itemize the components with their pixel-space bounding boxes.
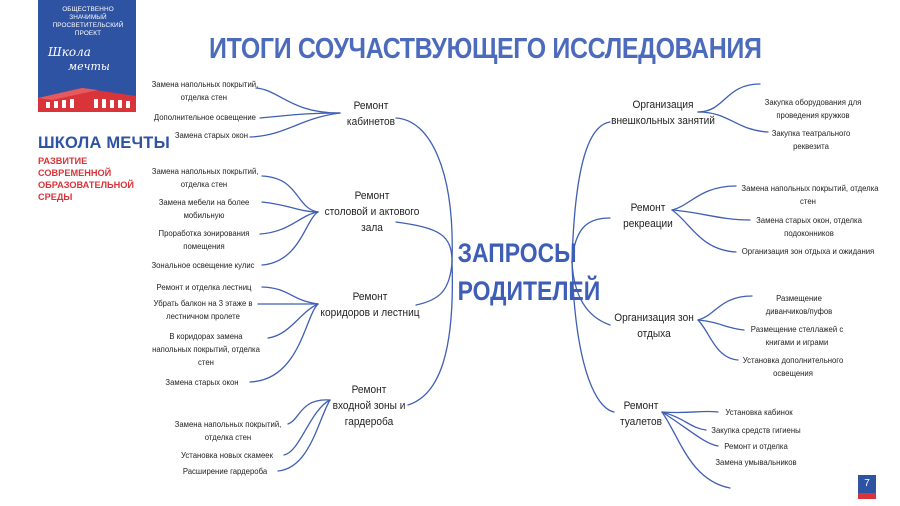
leaf-toilets-finishing — [718, 440, 794, 453]
connector-recreation-leaf-2 — [672, 210, 750, 220]
leaf-dining-floor-walls — [151, 165, 259, 191]
leaf-line: Дополнительное освещение — [153, 112, 256, 122]
branch-label-line: внешкольных занятий — [611, 115, 715, 127]
leaf-line: мобильную — [183, 210, 225, 220]
branch-toilets-repair — [612, 398, 669, 430]
leaf-line: напольных покрытий, отделка — [152, 344, 260, 354]
leaf-line: отделка стен — [180, 92, 227, 102]
connector-recreation-leaf-3 — [672, 210, 736, 252]
leaf-line: Замена умывальников — [715, 457, 797, 467]
branch-label-line: Организация зон — [614, 312, 694, 324]
logo-script-school: Школа — [48, 45, 91, 59]
leaf-line: Установка дополнительного — [742, 355, 844, 365]
leaf-rest-shelves — [746, 323, 849, 349]
leaf-rest-sofas — [753, 292, 845, 318]
branch-label-line: туалетов — [619, 416, 663, 428]
branch-label-line: зала — [361, 222, 383, 234]
leaf-line: Ремонт и отделка — [724, 441, 788, 451]
connector-dining-leaf-4 — [262, 212, 318, 265]
leaf-line: Ремонт и отделка лестниц — [156, 282, 252, 292]
leaf-line: стен — [800, 196, 816, 206]
branch-label-line: Ремонт — [630, 202, 666, 214]
leaf-dining-stage-lighting — [150, 259, 256, 272]
connector-center-recreation — [572, 218, 610, 262]
connector-dining-leaf-2 — [262, 202, 318, 212]
leaf-line: Размещение — [776, 293, 822, 303]
leaf-line: освещения — [773, 368, 813, 378]
brand-subtitle-line-2: ОБРАЗОВАТЕЛЬНОЙ СРЕДЫ — [38, 180, 135, 202]
branch-recreation-repair — [615, 200, 681, 232]
leaf-recreation-windows — [752, 214, 865, 240]
leaf-line: Организация зон отдыха и ожидания — [741, 246, 875, 256]
leaf-line: Закупка театрального — [771, 128, 851, 138]
leaf-entrance-benches — [176, 449, 279, 462]
branch-label-line: Ремонт — [353, 100, 389, 112]
center-node-parents-requests — [457, 234, 601, 310]
leaf-line: Замена мебели на более — [158, 197, 250, 207]
branch-label-line: отдыха — [637, 328, 671, 340]
leaf-line: Замена напольных покрытий, — [174, 419, 282, 429]
center-line-1: ЗАПРОСЫ — [457, 238, 577, 268]
branch-cabinets-repair — [333, 98, 408, 130]
leaf-line: стен — [198, 357, 214, 367]
leaf-line: подоконников — [784, 228, 834, 238]
leaf-toilets-hygiene — [707, 424, 804, 437]
leaf-corridors-floor-walls — [150, 330, 262, 369]
leaf-extracurricular-equipment — [760, 96, 866, 122]
branch-label-line: гардероба — [344, 416, 394, 428]
leaf-line: диванчиков/пуфов — [765, 306, 833, 316]
leaf-line: Размещение стеллажей с — [750, 324, 844, 334]
leaf-line: Замена напольных покрытий, отделка — [741, 183, 879, 193]
logo-project-line-1: ОБЩЕСТВЕННО ЗНАЧИМЫЙ — [62, 6, 114, 21]
leaf-line: Закупка оборудования для — [764, 97, 862, 107]
leaf-corridors-windows — [157, 376, 247, 389]
leaf-dining-furniture — [154, 196, 255, 222]
leaf-recreation-floor-walls — [741, 182, 879, 208]
branch-label-line: Ремонт — [623, 400, 659, 412]
leaf-cabinets-lighting — [152, 111, 256, 124]
leaf-rest-lighting — [740, 354, 846, 380]
branch-extracurricular — [609, 97, 718, 129]
branch-corridors-repair — [317, 289, 424, 321]
leaf-line: реквезита — [793, 141, 829, 151]
branch-label-line: коридоров и лестниц — [320, 307, 420, 319]
branch-entrance-repair — [322, 382, 416, 430]
leaf-line: книгами и играми — [765, 337, 829, 347]
leaf-line: Замена старых окон — [174, 130, 248, 140]
leaf-line: Замена напольных покрытий, — [151, 166, 259, 176]
connector-rest-leaf-3 — [698, 320, 738, 360]
logo-script-dreams: мечты — [68, 60, 110, 73]
leaf-line: помещения — [183, 241, 225, 251]
page-number-accent — [858, 493, 876, 499]
leaf-corridors-balcony — [150, 297, 256, 323]
connector-rest-leaf-1 — [698, 296, 752, 320]
leaf-line: Убрать балкон на 3 этаже в — [153, 298, 253, 308]
connector-center-extracurricular — [572, 122, 610, 262]
leaf-line: Зональное освещение кулис — [151, 260, 255, 270]
logo-project-line-2: ПРОСВЕТИТЕЛЬСКИЙ ПРОЕКТ — [52, 22, 124, 37]
center-line-2: РОДИТЕЛЕЙ — [457, 276, 601, 306]
branch-rest-zones — [610, 310, 698, 342]
leaf-line: Закупка средств гигиены — [711, 425, 801, 435]
brand-title: ШКОЛА МЕЧТЫ — [38, 134, 170, 152]
branch-label-line: Организация — [632, 99, 694, 111]
leaf-line: Замена старых окон — [165, 377, 239, 387]
leaf-line: Замена старых окон, отделка — [756, 215, 862, 225]
branch-label-line: столовой и актового — [324, 206, 420, 218]
leaf-line: отделка стен — [204, 432, 252, 442]
connector-corridors-leaf-1 — [262, 287, 318, 304]
leaf-line: отделка стен — [180, 179, 228, 189]
leaf-line: Расширение гардероба — [182, 466, 268, 476]
leaf-toilets-cabins — [719, 406, 800, 419]
page-number: 7 — [858, 475, 876, 493]
branch-label-line: Ремонт — [354, 190, 390, 202]
leaf-line: Замена напольных покрытий, — [151, 79, 259, 89]
leaf-toilets-sinks — [709, 456, 803, 469]
connector-corridors-leaf-3 — [268, 304, 318, 338]
leaf-line: Проработка зонирования — [158, 228, 250, 238]
leaf-entrance-floor-walls — [172, 418, 284, 444]
branch-label-line: кабинетов — [346, 116, 396, 128]
connector-cabinets-leaf-1 — [256, 88, 340, 113]
branch-label-line: Ремонт — [352, 291, 388, 303]
leaf-line: В коридорах замена — [169, 331, 243, 341]
leaf-line: лестничном пролете — [166, 311, 240, 321]
branch-dining-hall-repair — [317, 188, 427, 236]
brand-subtitle-line-1: РАЗВИТИЕ СОВРЕМЕННОЙ — [38, 156, 112, 178]
leaf-cabinets-floor-walls — [151, 78, 259, 104]
leaf-line: Установка новых скамеек — [181, 450, 273, 460]
leaf-line: Установка кабинок — [725, 407, 793, 417]
leaf-entrance-wardrobe — [177, 465, 272, 478]
branch-label-line: входной зоны и — [332, 400, 406, 412]
connector-cabinets-leaf-3 — [250, 113, 340, 137]
leaf-recreation-rest-zones — [741, 245, 874, 258]
branch-label-line: Ремонт — [351, 384, 387, 396]
slide-title: ИТОГИ СОУЧАСТВУЮЩЕГО ИССЛЕДОВАНИЯ — [209, 33, 762, 65]
leaf-dining-zoning — [154, 227, 255, 253]
leaf-cabinets-windows — [151, 129, 248, 142]
leaf-corridors-stairs — [152, 281, 256, 294]
leaf-extracurricular-theatre — [765, 127, 857, 153]
connector-toilets-leaf-1 — [662, 411, 718, 412]
connector-recreation-leaf-1 — [672, 186, 736, 210]
branch-label-line: рекреации — [623, 218, 673, 230]
leaf-line: проведения кружков — [776, 110, 850, 120]
